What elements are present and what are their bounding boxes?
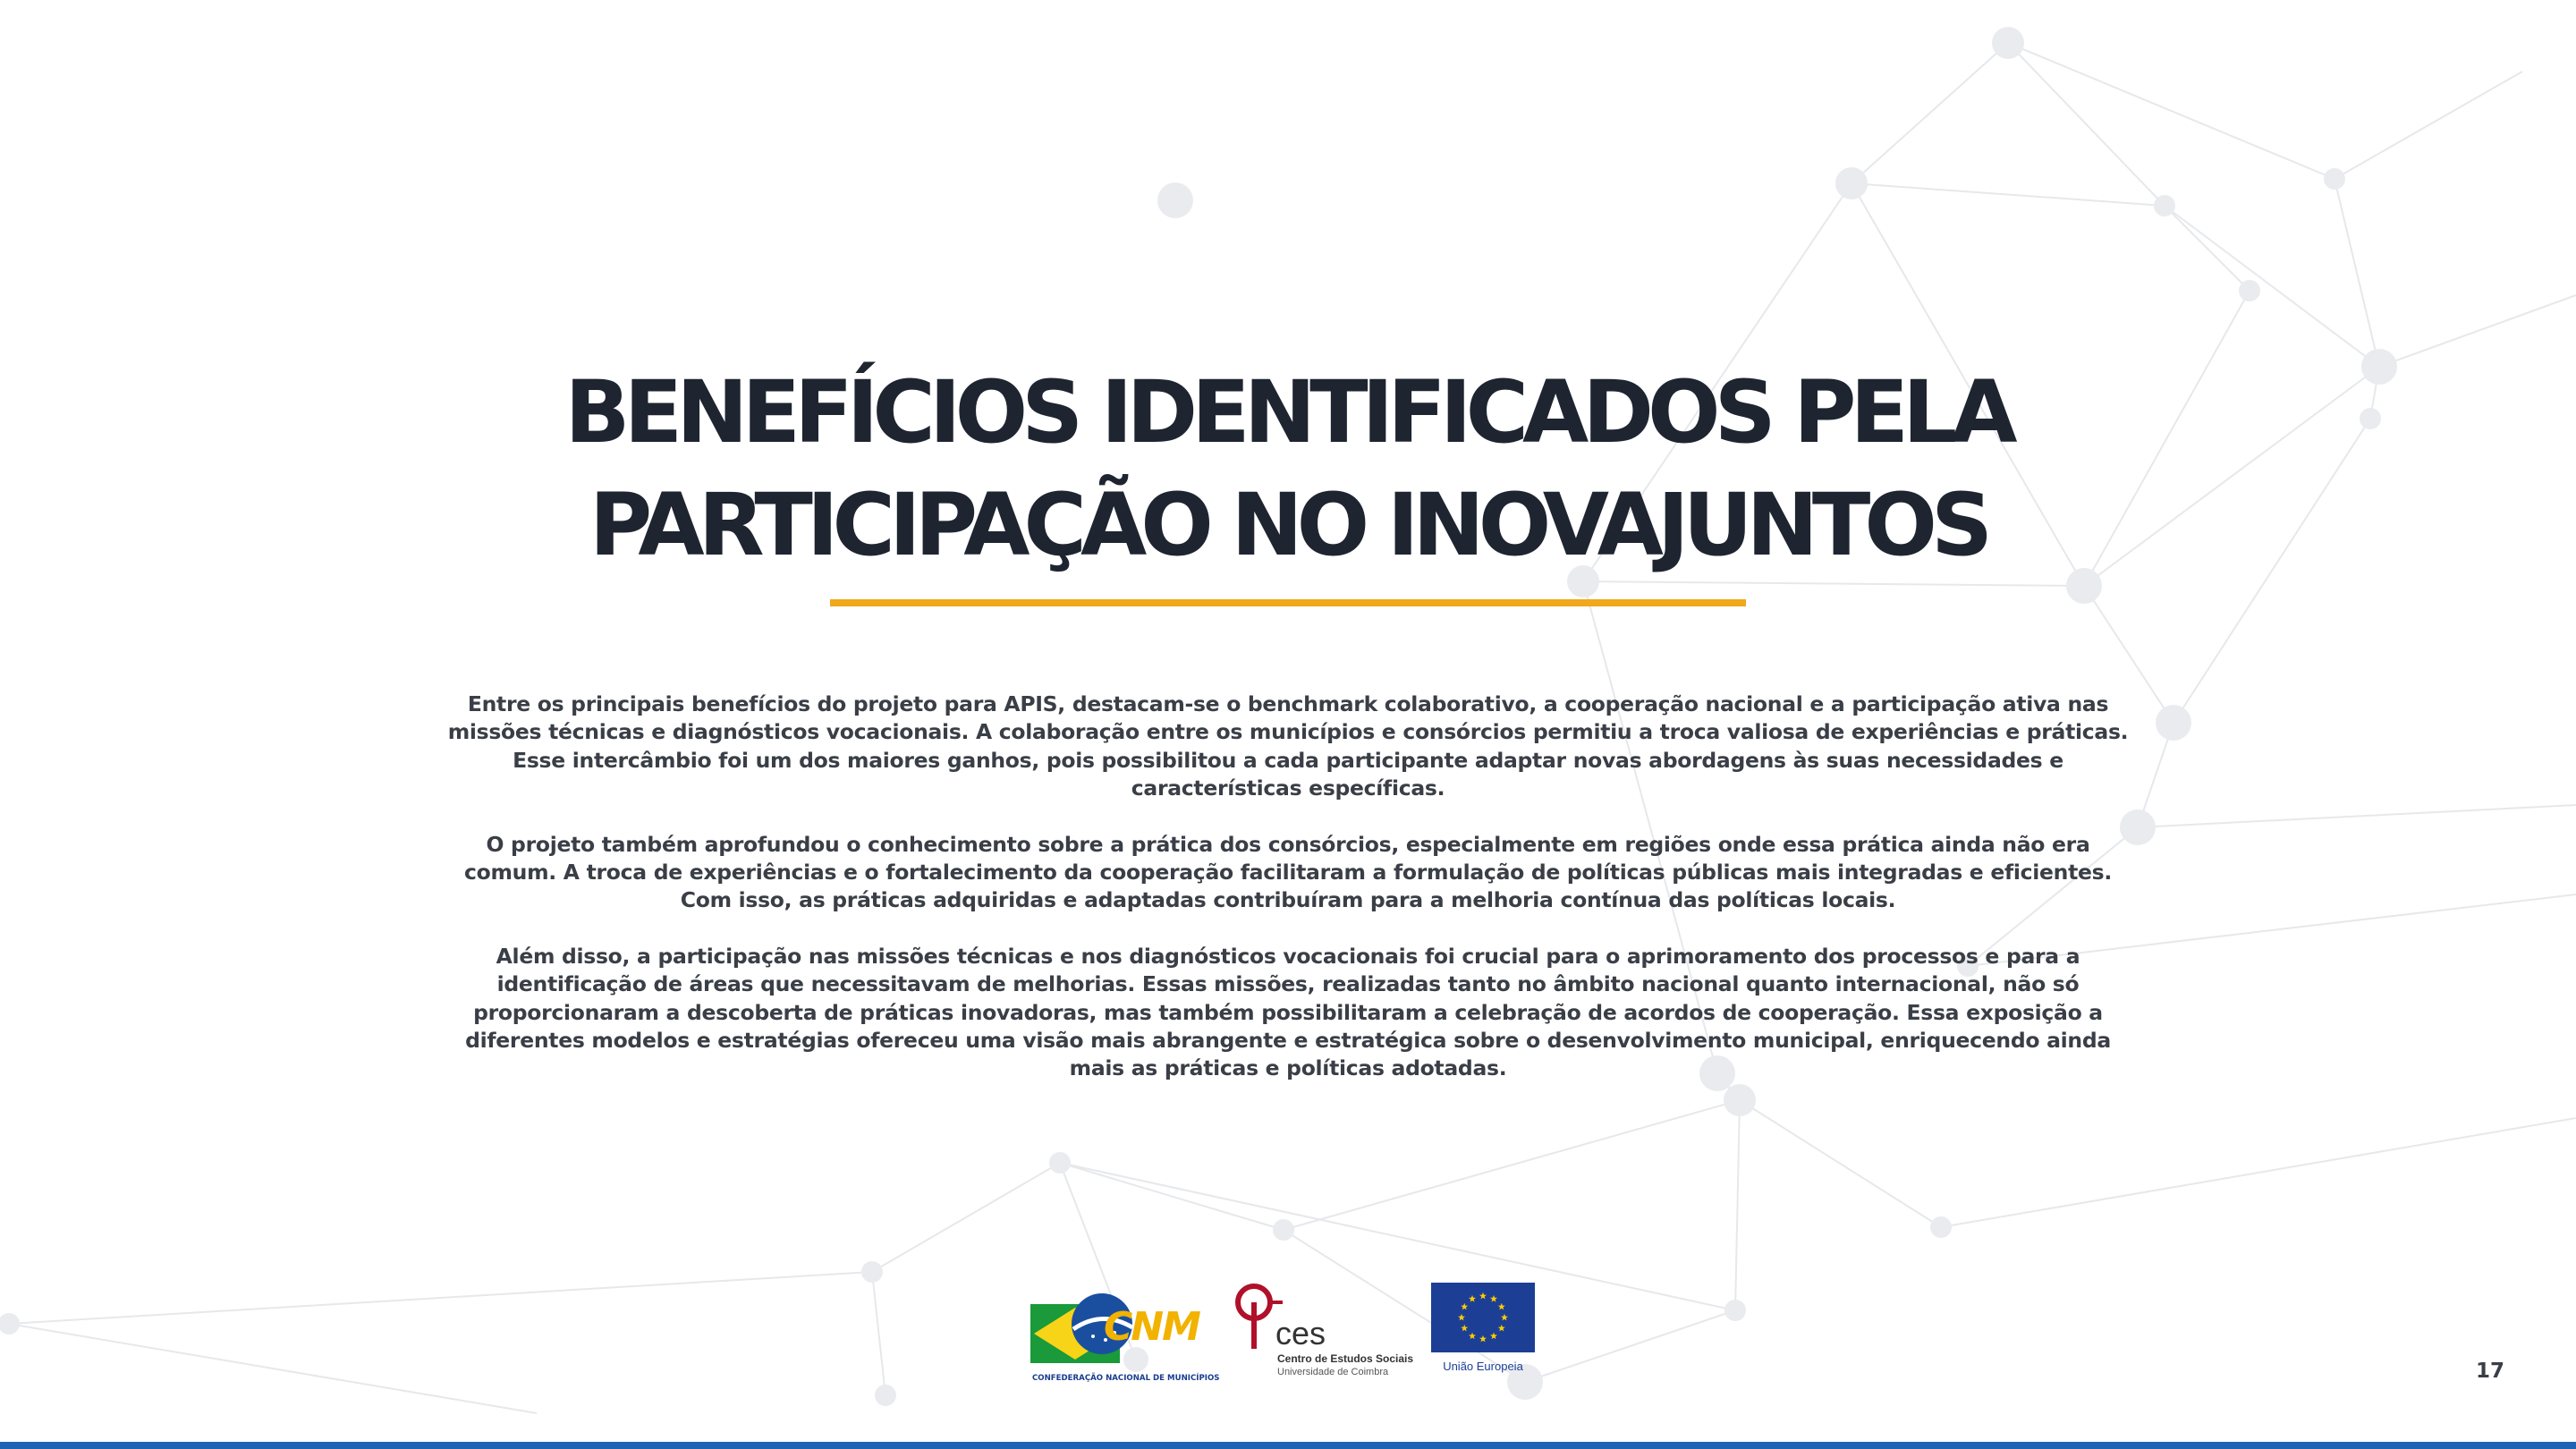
page-title-line-2: PARTICIPAÇÃO NO INOVAJUNTOS [589,475,1987,575]
eu-star-icon [1498,1325,1505,1332]
body-paragraph-3: Além disso, a participação nas missões técnicas e nos diagnósticos vocacionais foi crucial para o aprimoramento dos processos e para a identificação de áreas que necessitavam de melhorias. Essas missões, realizadas tanto no âmbito nacional quanto internacional, não só proporcionaram a descoberta de práticas inovadoras, mas também possibilitaram a celebração de acordos de cooperação. Essa exposição a diferentes modelos e estratégias ofereceu uma visão mais abrangente e estratégica sobre o desenvolvimento municipal, enriquecendo ainda mais as práticas e políticas adotadas. [465,943,2111,1081]
ces-logo-subtitle-2: Universidade de Coimbra [1277,1367,1389,1377]
eu-star-icon [1498,1303,1505,1310]
partner-logos [0,1270,2576,1383]
cnm-logo-subtitle: CONFEDERAÇÃO NACIONAL DE MUNICÍPIOS [1032,1374,1220,1383]
eu-star-icon [1501,1314,1508,1321]
body-text [438,691,2138,1111]
eu-logo-label: União Europeia [1443,1360,1523,1373]
bottom-accent-bar [0,1442,2576,1449]
eu-star-icon [1490,1295,1497,1302]
eu-flag [1431,1283,1535,1352]
ces-logo-text: ces [1275,1315,1326,1352]
body-paragraph-1: Entre os principais benefícios do projeto para APIS, destacam-se o benchmark colaborativo, a cooperação nacional e a participação ativa nas missões técnicas e diagnósticos vocacionais. A colaboração entre os municípios e consórcios permitiu a troca valiosa de experiências e práticas. Esse intercâmbio foi um dos maiores ganhos, pois possibilitou a cada participante adaptar novas abordagens às suas necessidades e características específicas. [447,691,2129,801]
page-title-line-1: BENEFÍCIOS IDENTIFICADOS PELA [564,362,2012,462]
title-underline [830,599,1746,606]
eu-star-icon [1458,1314,1465,1321]
ces-logo-subtitle-1: Centro de Estudos Sociais [1277,1352,1414,1365]
eu-logo [1431,1283,1538,1383]
cnm-logo-text: CNM [1104,1304,1199,1350]
eu-star-icon [1469,1295,1476,1302]
page-number: 17 [2475,1360,2504,1383]
eu-star-icon [1461,1325,1468,1332]
eu-star-icon [1479,1292,1487,1300]
page-title [0,356,2576,581]
eu-star-icon [1469,1333,1476,1340]
body-paragraph-2: O projeto também aprofundou o conhecimento sobre a prática dos consórcios, especialmente em regiões onde essa prática ainda não era comum. A troca de experiências e o fortalecimento da cooperação facilitaram a formulação de políticas públicas mais integradas e eficientes. Com isso, as práticas adquiridas e adaptadas contribuíram para a melhoria contínua das políticas locais. [464,831,2112,913]
eu-star-icon [1479,1335,1487,1343]
ces-logo [1234,1281,1414,1388]
cnm-logo [1030,1292,1220,1383]
eu-star-icon [1461,1303,1468,1310]
eu-flag-icon [1431,1283,1535,1352]
eu-star-icon [1490,1333,1497,1340]
